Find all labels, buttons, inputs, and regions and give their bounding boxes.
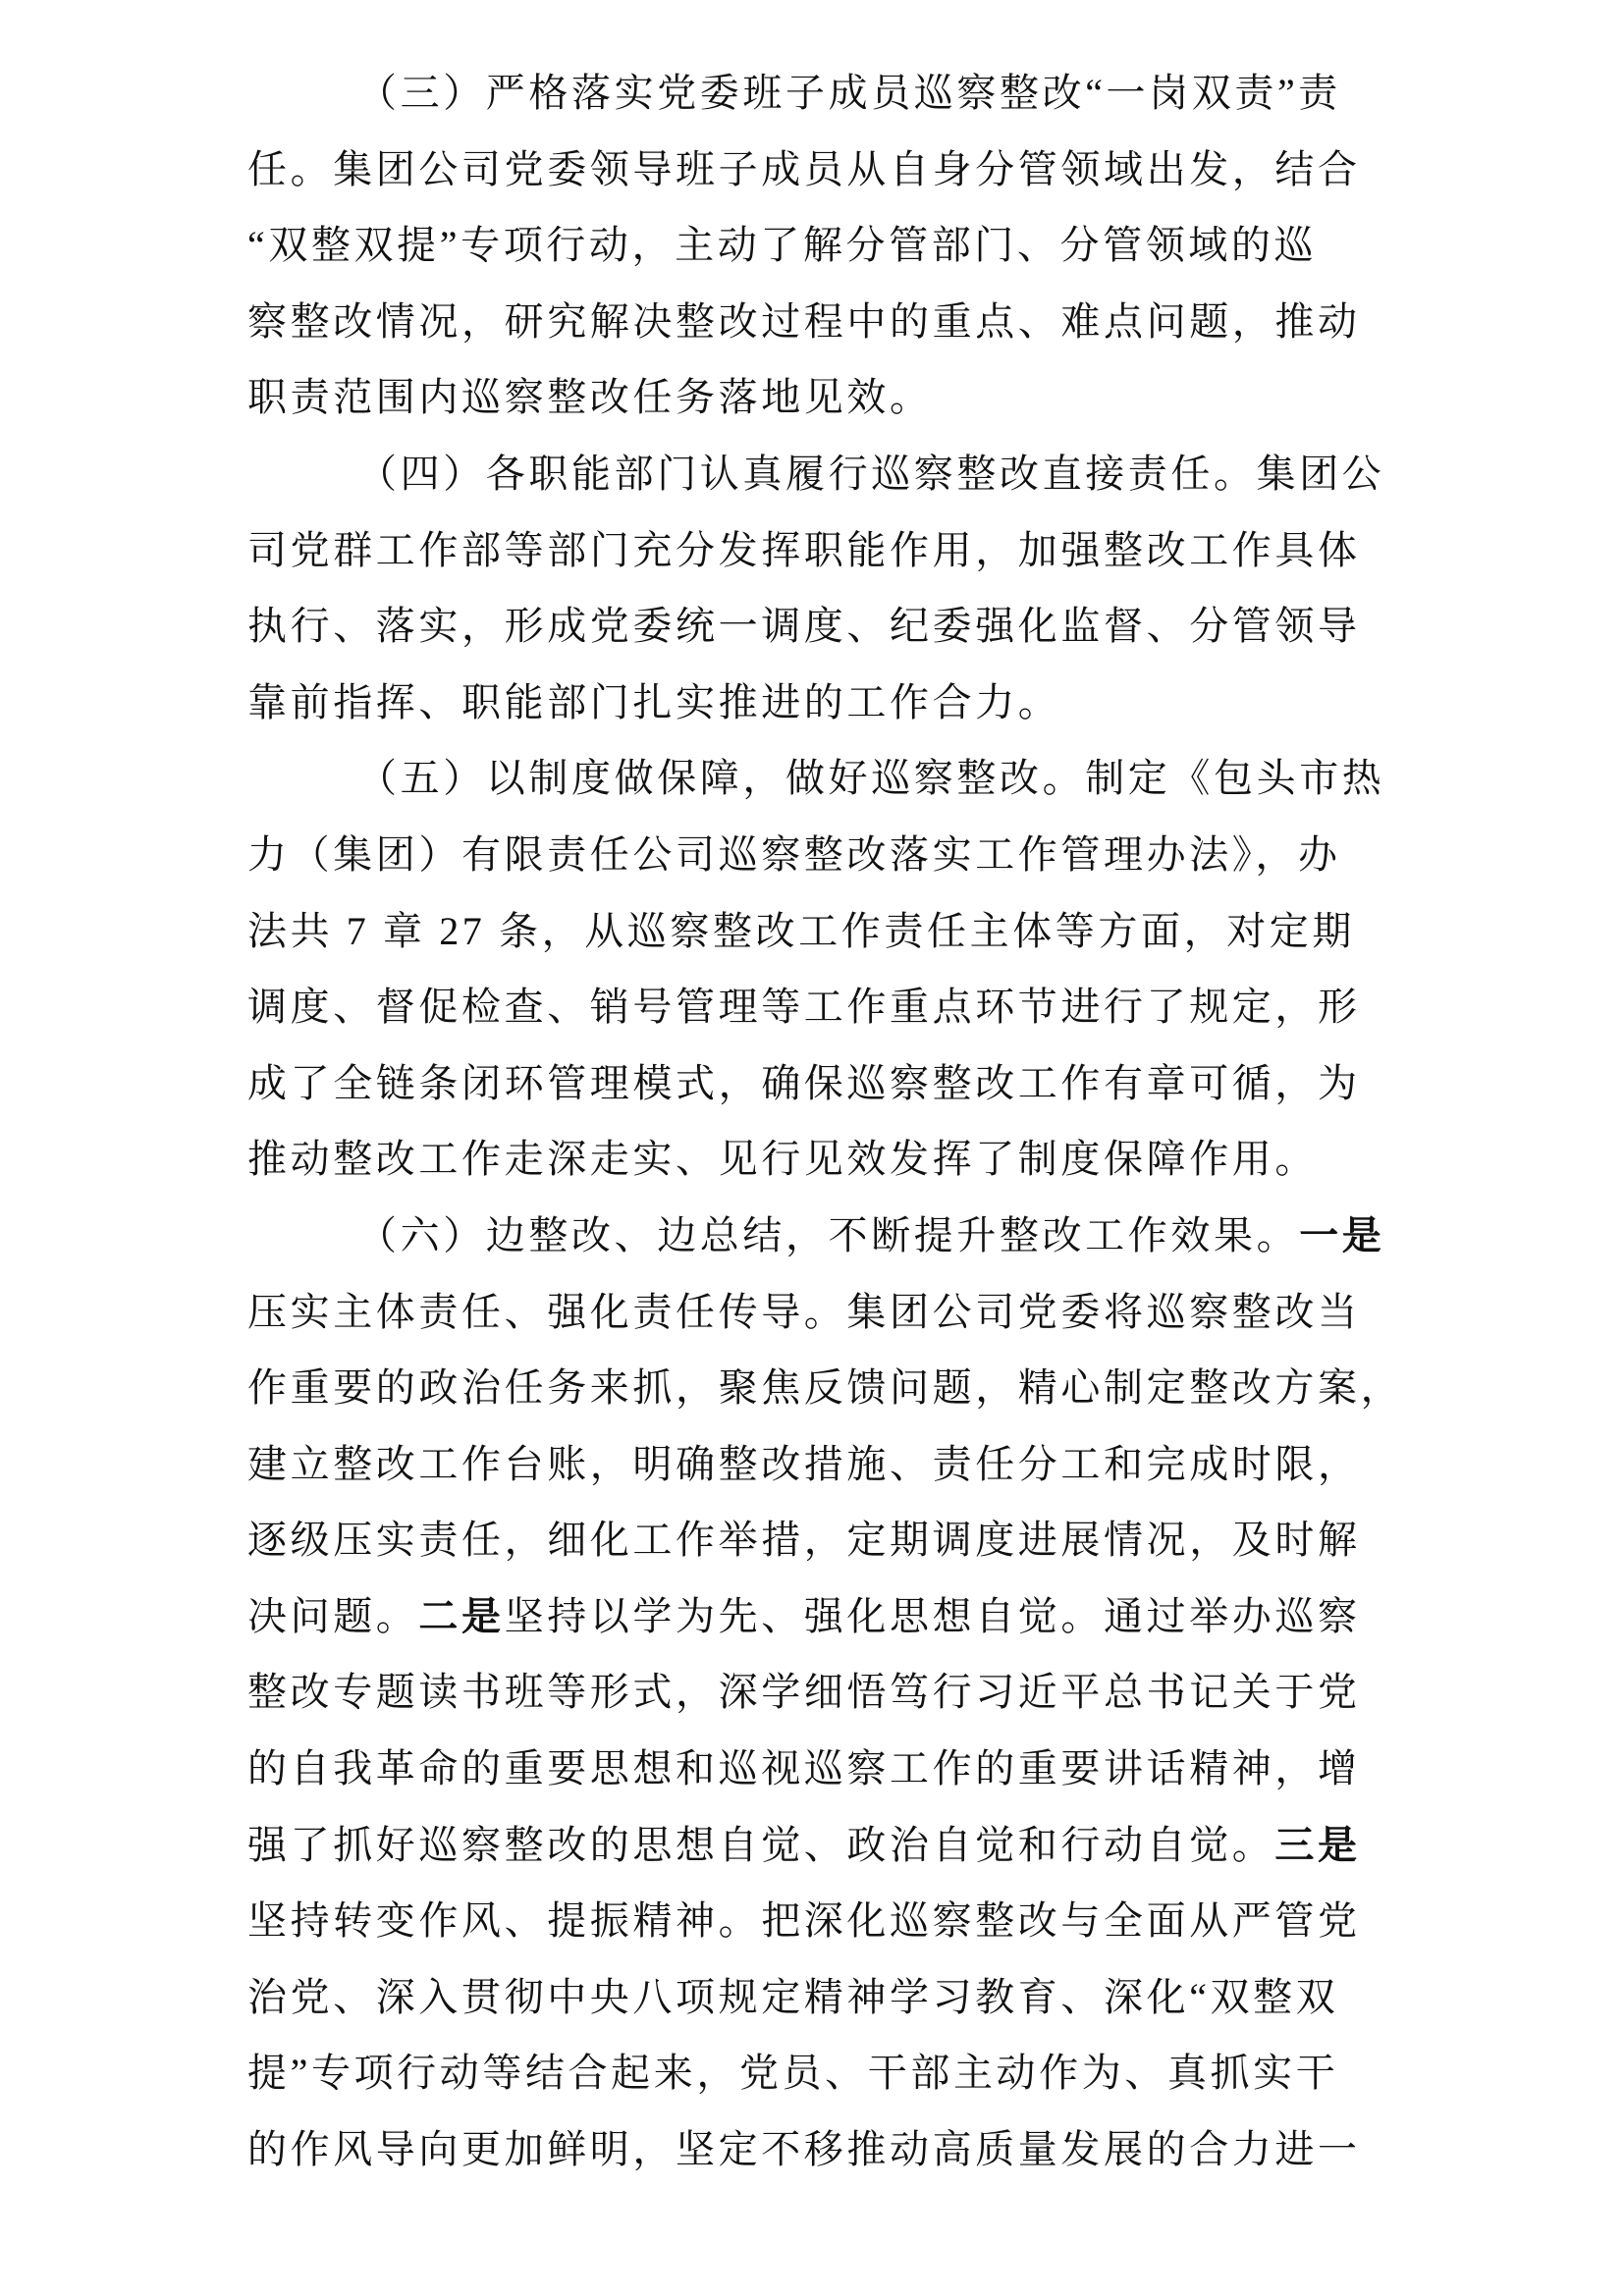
text-segment: 压实主体责任、强化责任传导。集团公司党委将巡察整改当: [247, 1289, 1361, 1334]
paragraph-line: [247, 1121, 1377, 1198]
paragraph-line: [247, 1198, 1385, 1274]
text-segment: 坚持转变作风、提振精神。把深化巡察整改与全面从严管党: [247, 1898, 1361, 1944]
text-segment: 职责范围内巡察整改任务落地见效。: [247, 375, 933, 420]
paragraph-line: [247, 2035, 1377, 2111]
text-segment: （六）边整改、边总结，不断提升整改工作效果。: [357, 1212, 1300, 1257]
paragraph-line: [247, 1045, 1377, 1122]
paragraph-line: [247, 665, 1377, 741]
text-segment: 执行、落实，形成党委统一调度、纪委强化监督、分管领导: [247, 604, 1361, 649]
text-segment: 调度、督促检查、销号管理等工作重点环节进行了规定，形: [247, 985, 1361, 1030]
paragraph-line: [247, 1654, 1377, 1731]
text-segment: 司党群工作部等部门充分发挥职能作用，加强整改工作具体: [247, 527, 1361, 572]
text-segment: 作重要的政治任务来抓，聚焦反馈问题，精心制定整改方案，: [247, 1365, 1404, 1411]
paragraph-line: [247, 284, 1377, 360]
emphasis-second-point: 二是: [418, 1593, 505, 1638]
text-segment: 察整改情况，研究解决整改过程中的重点、难点问题，推动: [247, 298, 1361, 344]
paragraph-line: [247, 132, 1377, 208]
text-segment: （四）各职能部门认真履行巡察整改直接责任。集团公: [357, 451, 1385, 496]
paragraph-line: [247, 1502, 1377, 1578]
emphasis-first-point: 一是: [1299, 1212, 1385, 1257]
text-segment: （五）以制度做保障，做好巡察整改。制定《包头市热: [357, 756, 1385, 801]
text-segment: 逐级压实责任，细化工作举措，定期调度进展情况，及时解: [247, 1518, 1361, 1563]
text-segment: 强了抓好巡察整改的思想自觉、政治自觉和行动自觉。: [247, 1822, 1275, 1867]
paragraph-line: [247, 740, 1385, 817]
paragraph-line: [247, 1350, 1404, 1426]
text-segment: 成了全链条闭环管理模式，确保巡察整改工作有章可循，为: [247, 1060, 1361, 1105]
emphasis-third-point: 三是: [1274, 1822, 1361, 1867]
paragraph-line: [247, 512, 1377, 589]
paragraph-line: [247, 1426, 1377, 1503]
paragraph-line: [247, 55, 1377, 132]
paragraph-section-5: [247, 740, 1385, 1198]
paragraph-section-3: [247, 55, 1377, 436]
paragraph-line: [247, 1578, 1377, 1655]
paragraph-line: [247, 1731, 1377, 1807]
paragraph-line: [247, 207, 1377, 284]
text-segment: “双整双提”专项行动，主动了解分管部门、分管领域的巡: [247, 223, 1318, 268]
text-segment: 的自我革命的重要思想和巡视巡察工作的重要讲话精神，增: [247, 1746, 1361, 1791]
paragraph-line: [247, 2111, 1377, 2188]
paragraph-line: [247, 969, 1377, 1045]
text-segment: （三）严格落实党委班子成员巡察整改“一岗双责”责: [357, 71, 1341, 115]
paragraph-section-4: [247, 436, 1385, 740]
paragraph-line: [247, 1274, 1377, 1351]
text-segment: 决问题。: [247, 1593, 419, 1638]
text-segment: 法共 7 章 27 条，从巡察整改工作责任主体等方面，对定期: [247, 908, 1355, 953]
text-segment: 任。集团公司党委领导班子成员从自身分管领域出发，结合: [247, 146, 1361, 191]
paragraph-line: [247, 436, 1385, 512]
text-segment: 的作风导向更加鲜明，坚定不移推动高质量发展的合力进一: [247, 2127, 1361, 2172]
paragraph-line: [247, 1959, 1377, 2036]
text-segment: 治党、深入贯彻中央八项规定精神学习教育、深化“双整双: [247, 1974, 1339, 2019]
paragraph-line: [247, 588, 1377, 665]
text-segment: 坚持以学为先、强化思想自觉。通过举办巡察: [504, 1593, 1361, 1638]
text-segment: 建立整改工作台账，明确整改措施、责任分工和完成时限，: [247, 1441, 1361, 1486]
paragraph-line: [247, 817, 1377, 893]
text-segment: 整改专题读书班等形式，深学细悟笃行习近平总书记关于党: [247, 1670, 1361, 1715]
text-segment: 力（集团）有限责任公司巡察整改落实工作管理办法》，办: [247, 831, 1341, 877]
paragraph-line: [247, 1807, 1377, 1884]
document-body: [247, 55, 1404, 2188]
paragraph-line: [247, 893, 1377, 970]
paragraph-line: [247, 359, 1377, 436]
paragraph-line: [247, 1883, 1377, 1959]
text-segment: 推动整改工作走深走实、见行见效发挥了制度保障作用。: [247, 1137, 1318, 1182]
text-segment: 靠前指挥、职能部门扎实推进的工作合力。: [247, 679, 1061, 724]
text-segment: 提”专项行动等结合起来，党员、干部主动作为、真抓实干: [247, 2051, 1339, 2096]
paragraph-section-6: [247, 1198, 1404, 2188]
